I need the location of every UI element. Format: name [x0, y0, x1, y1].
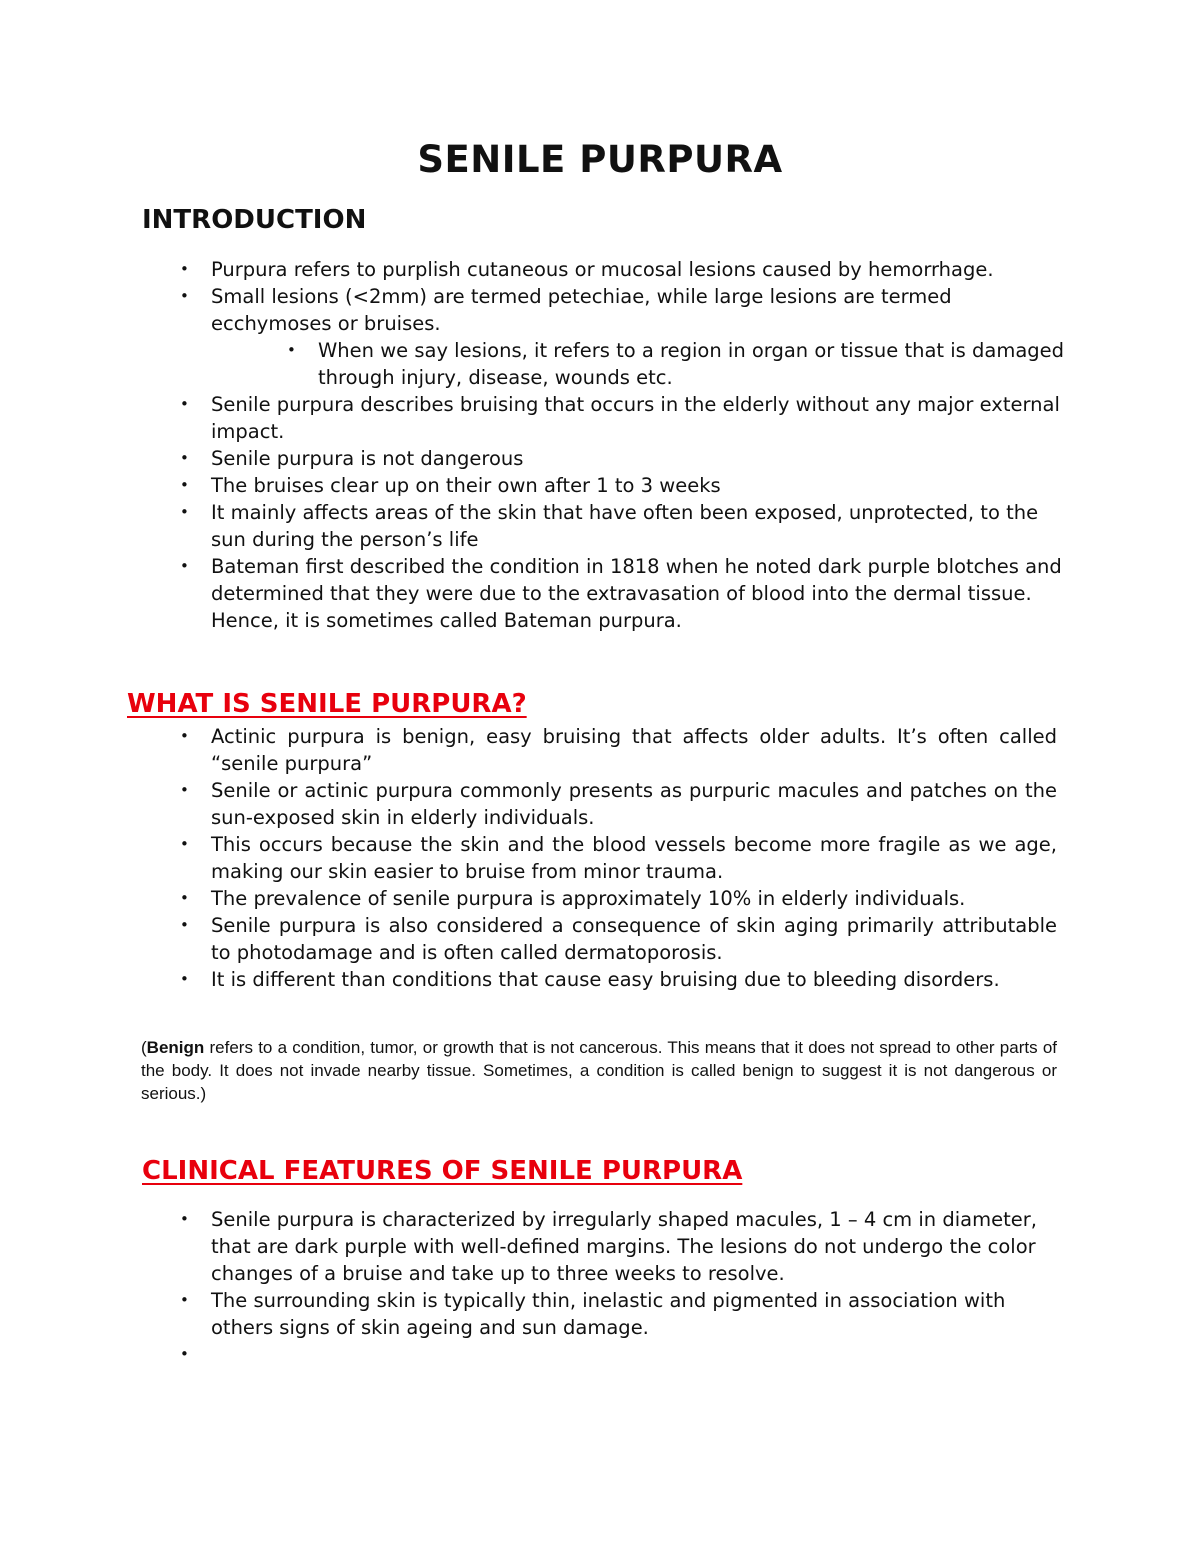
- list-item: • Bateman first described the condition in 1818 when he noted dark purple blotches and determined that they were due to the extravasation of blood into the dermal tissue. Hence, it is sometimes called Bateman purpura.: [180, 555, 1062, 632]
- bullet-icon: •: [180, 1291, 189, 1309]
- bullet-icon: •: [180, 1345, 189, 1363]
- bullet-icon: •: [180, 503, 189, 521]
- list-item: • Actinic purpura is benign, easy bruising that affects older adults. It’s often called “senile purpura”: [180, 725, 1057, 775]
- bullet-icon: •: [180, 260, 189, 278]
- list-item: • It is different than conditions that cause easy bruising due to bleeding disorders.: [180, 968, 1000, 991]
- section-heading-introduction: INTRODUCTION: [142, 205, 367, 235]
- benign-term: Benign: [146, 1038, 205, 1057]
- bullet-icon: •: [180, 781, 189, 799]
- list-item: • The surrounding skin is typically thin, inelastic and pigmented in association with others signs of skin ageing and sun damage.: [180, 1289, 1006, 1339]
- list-item: • Senile purpura is also considered a consequence of skin aging primarily attributable to photodamage and is often called dermatoporosis.: [180, 914, 1057, 964]
- bullet-icon: •: [180, 916, 189, 934]
- bullet-icon: •: [180, 1210, 189, 1228]
- list-item: • Senile purpura is characterized by irregularly shaped macules, 1 – 4 cm in diameter, that are dark purple with well-defined margins. The lesions do not undergo the color changes of a bruise and take up to three weeks to resolve.: [180, 1208, 1037, 1285]
- list-item: • The bruises clear up on their own after 1 to 3 weeks: [180, 474, 721, 497]
- bullet-icon: •: [180, 970, 189, 988]
- list-item: • This occurs because the skin and the blood vessels become more fragile as we age, making our skin easier to bruise from minor trauma.: [180, 833, 1057, 883]
- bullet-icon: •: [180, 476, 189, 494]
- bullet-icon: •: [287, 341, 296, 359]
- bullet-icon: •: [180, 835, 189, 853]
- list-item: • Senile or actinic purpura commonly presents as purpuric macules and patches on the sun-exposed skin in elderly individuals.: [180, 779, 1057, 829]
- what-is-list: [180, 723, 1057, 993]
- bullet-icon: •: [180, 889, 189, 907]
- section-heading-what-is-senile-purpura: WHAT IS SENILE PURPURA?: [127, 689, 527, 719]
- bullet-icon: •: [180, 287, 189, 305]
- list-item-empty: [180, 1341, 1071, 1368]
- list-item: • Senile purpura is not dangerous: [180, 447, 524, 470]
- benign-definition-note: (Benign refers to a condition, tumor, or growth that is not cancerous. This means that it does not spread to other parts of the body. It does not invade nearby tissue. Sometimes, a condition is called benign to suggest it is not dangerous or serious.): [141, 1038, 1057, 1103]
- section-heading-clinical-features: CLINICAL FEATURES OF SENILE PURPURA: [142, 1156, 743, 1186]
- introduction-list: [180, 256, 1071, 634]
- document-title: SENILE PURPURA: [417, 138, 783, 181]
- list-item: • It mainly affects areas of the skin that have often been exposed, unprotected, to the sun during the person’s life: [180, 501, 1039, 551]
- list-item: • Senile purpura describes bruising that occurs in the elderly without any major external impact.: [180, 393, 1060, 443]
- list-item: • Purpura refers to purplish cutaneous or mucosal lesions caused by hemorrhage.: [180, 258, 994, 281]
- bullet-icon: •: [180, 449, 189, 467]
- bullet-icon: •: [180, 395, 189, 413]
- list-item: • Small lesions (<2mm) are termed petechiae, while large lesions are termed ecchymoses or bruises.: [180, 285, 952, 335]
- clinical-features-list: [180, 1206, 1071, 1368]
- bullet-icon: •: [180, 557, 189, 575]
- list-item-nested: • When we say lesions, it refers to a region in organ or tissue that is damaged through injury, disease, wounds etc.: [287, 339, 1065, 389]
- list-item: • The prevalence of senile purpura is approximately 10% in elderly individuals.: [180, 887, 966, 910]
- bullet-icon: •: [180, 727, 189, 745]
